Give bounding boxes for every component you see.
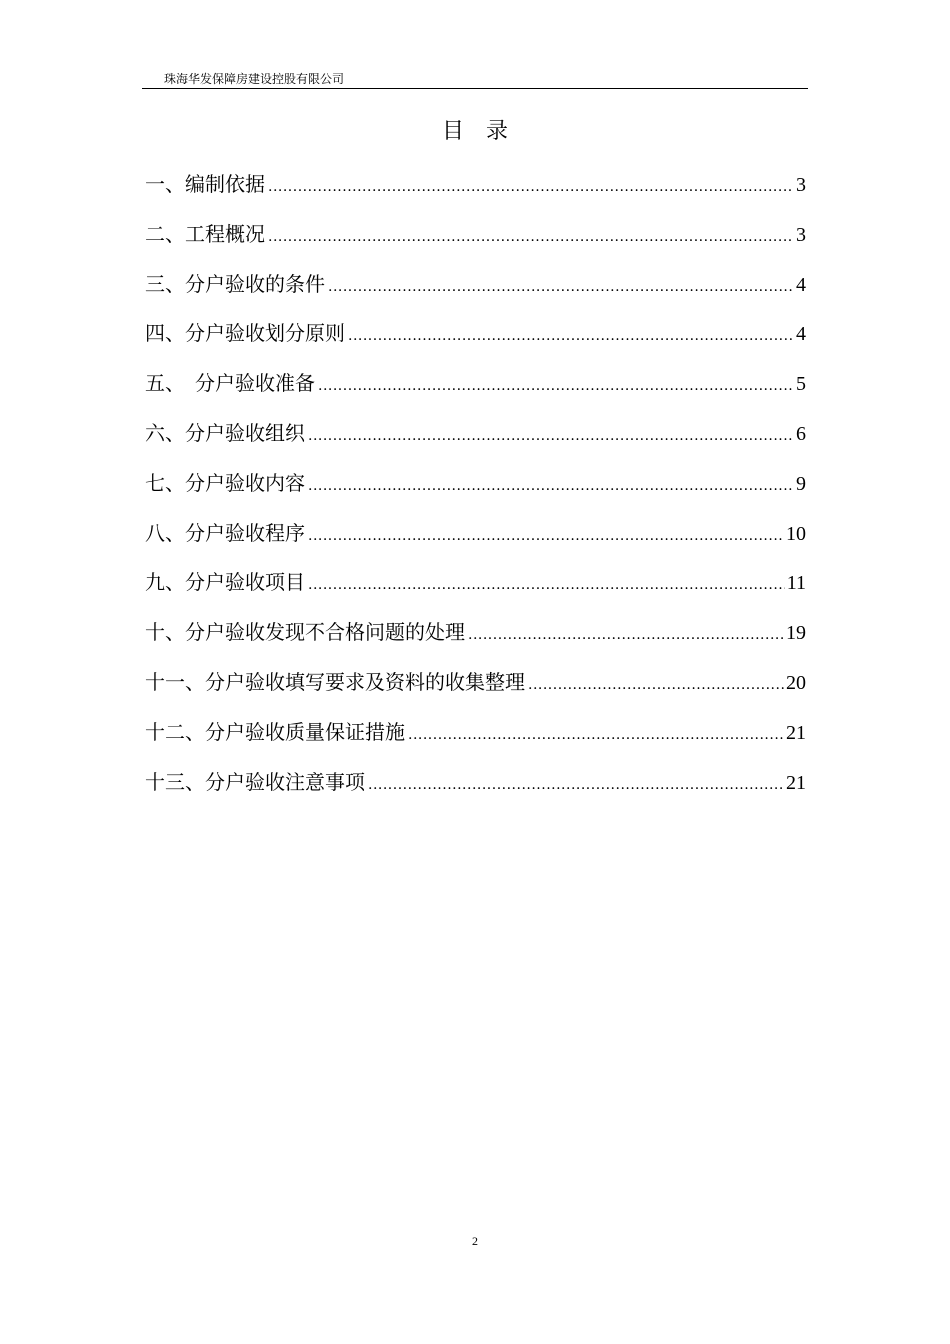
toc-dot-leader: [268, 218, 794, 256]
toc-entry-label: 六、分户验收组织: [145, 420, 305, 445]
toc-entry-page: 3: [796, 174, 806, 196]
page-header: [142, 72, 808, 89]
toc-entry-page: 3: [796, 223, 806, 246]
page-number: 2: [472, 1234, 478, 1248]
toc-entry-label: 十、分户验收发现不合格问题的处理: [145, 620, 465, 645]
toc-dot-leader: [308, 417, 794, 455]
toc-dot-leader: [328, 268, 794, 306]
toc-dot-leader: [308, 467, 794, 505]
toc-entry[interactable]: [145, 265, 806, 315]
toc-entry-label: 四、分户验收划分原则: [145, 321, 345, 346]
toc-entry-label: 八、分户验收程序: [145, 520, 305, 545]
toc-entry[interactable]: [145, 165, 806, 215]
toc-entry-page: 20: [786, 671, 806, 694]
toc-entry[interactable]: [145, 663, 806, 713]
toc-entry-page: 4: [796, 323, 806, 346]
company-name: 珠海华发保障房建设控股有限公司: [164, 72, 345, 86]
toc-dot-leader: [308, 566, 785, 604]
toc-entry-page: 21: [786, 721, 806, 744]
toc-dot-leader: [368, 766, 784, 804]
toc-entry[interactable]: [145, 464, 806, 514]
toc-entry[interactable]: [145, 364, 806, 414]
toc-entry-label: 三、分户验收的条件: [145, 271, 325, 296]
toc-entry[interactable]: [145, 514, 806, 564]
page-title: 目 录: [441, 119, 508, 144]
toc-entry-page: 6: [796, 422, 806, 445]
toc-entry[interactable]: [145, 215, 806, 265]
toc-entry-page: 19: [786, 622, 806, 645]
toc-dot-leader: [348, 317, 794, 355]
toc-entry-page: 10: [786, 522, 806, 545]
toc-entry-label: 一、编制依据: [145, 172, 265, 196]
toc-entry-page: 11: [786, 572, 806, 595]
toc-entry[interactable]: [145, 414, 806, 464]
toc-entry[interactable]: [145, 613, 806, 663]
toc-entry-label: 十三、分户验收注意事项: [145, 769, 365, 794]
toc-dot-leader: [468, 616, 784, 654]
toc-dot-leader: [528, 666, 784, 704]
toc-entry-page: 21: [786, 771, 806, 794]
toc-dot-leader: [408, 716, 784, 754]
toc-entry[interactable]: [145, 713, 806, 763]
toc-entry-page: 5: [796, 373, 806, 396]
toc-entry-label: 九、分户验收项目: [145, 570, 305, 595]
toc-entry-label: 七、分户验收内容: [145, 470, 305, 495]
toc-entry-label: 十二、分户验收质量保证措施: [145, 719, 405, 744]
toc-entry[interactable]: [145, 314, 806, 364]
toc-entry-label: 十一、分户验收填写要求及资料的收集整理: [145, 669, 525, 694]
table-of-contents: [145, 165, 806, 812]
toc-dot-leader: [318, 367, 794, 405]
toc-entry-label: 二、工程概况: [145, 221, 265, 246]
toc-entry-label: 五、 分户验收准备: [145, 371, 315, 396]
toc-entry[interactable]: [145, 763, 806, 813]
toc-entry-page: 4: [796, 273, 806, 296]
toc-dot-leader: [308, 517, 784, 555]
toc-dot-leader: [268, 168, 794, 206]
toc-entry[interactable]: [145, 563, 806, 613]
toc-entry-page: 9: [796, 472, 806, 495]
